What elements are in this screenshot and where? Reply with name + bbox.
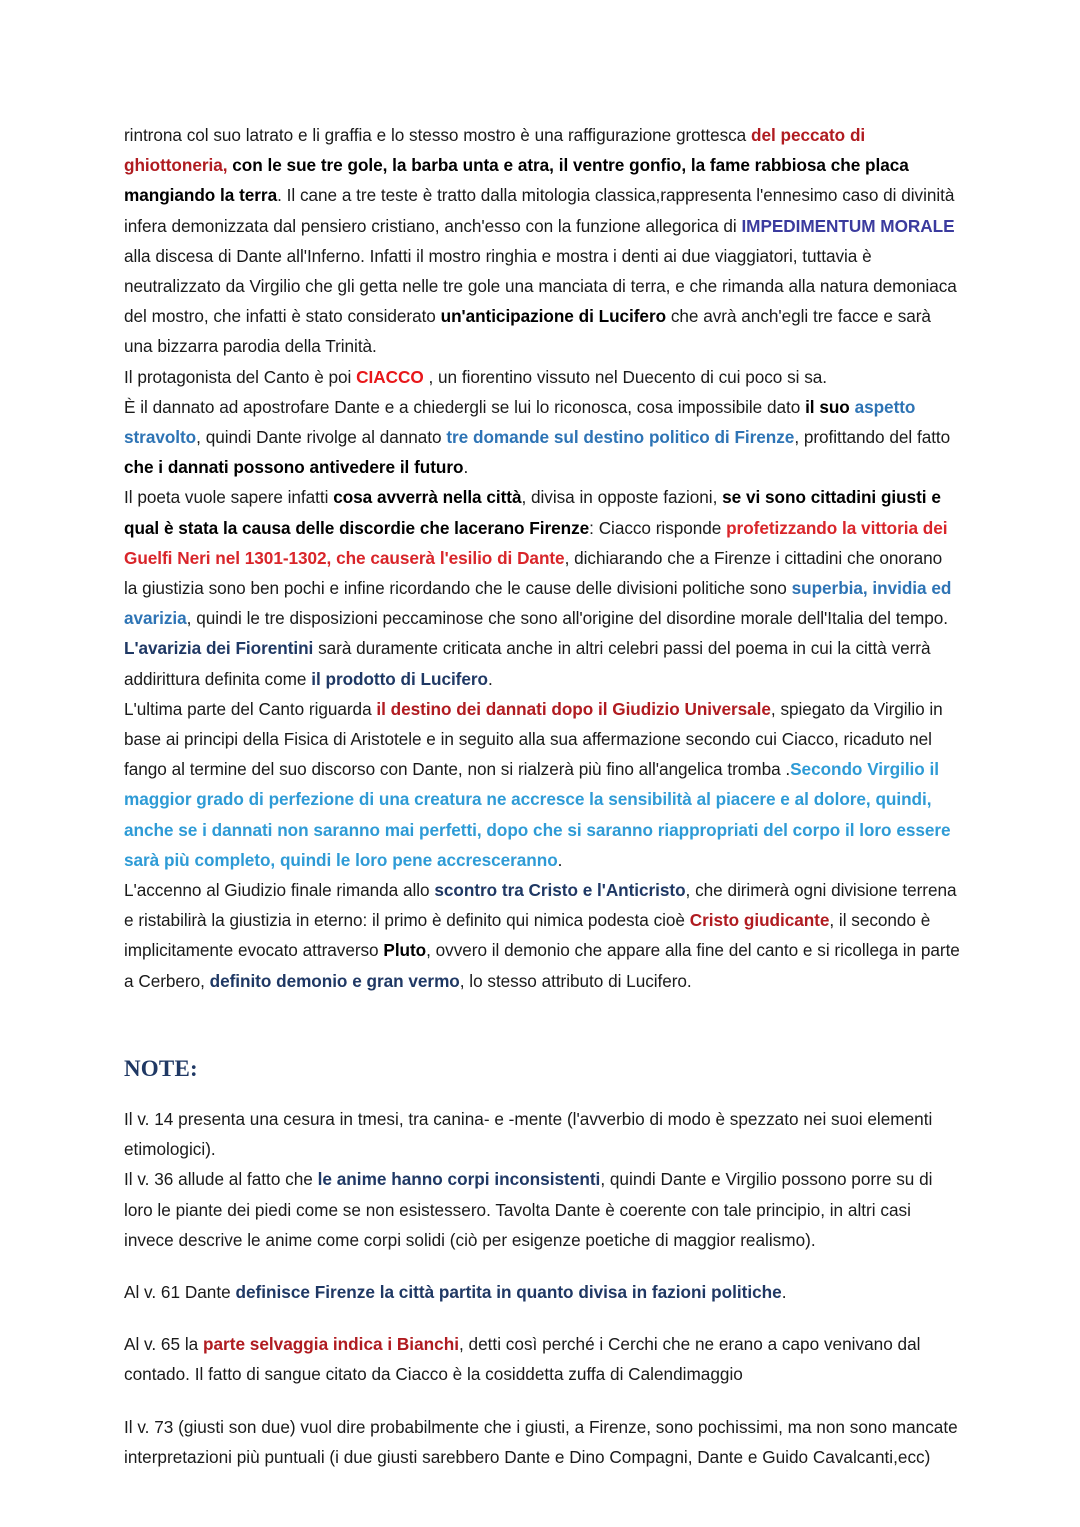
body-text-run-3: con le sue tre gole, la barba unta e atra, il ventre gonfio, la fame rabbiosa che placa mangiando la terra	[124, 155, 909, 206]
body-text-run-32: , quindi le tre disposizioni peccaminose che sono all'origine del disordine morale dell'Italia del tempo.	[186, 608, 948, 629]
note-paragraph	[124, 1277, 960, 1307]
body-text-run-25: cosa avverrà nella città	[333, 487, 522, 508]
body-text-run-34: L'avarizia dei Fiorentini	[124, 638, 314, 659]
note-paragraph	[124, 1104, 960, 1164]
body-text-run-40: il destino dei dannati dopo il Giudizio Universale	[376, 698, 771, 719]
body-text-run-6: alla discesa di Dante all'Inferno. Infatti il mostro ringhia e mostra i denti ai due viaggiatori, tuttavia è neutralizzato da Virgilio che gli getta nelle tre gole una manciata di terra, e che rimanda alla natura demoniaca del mostro, che infatti è stato considerato	[124, 245, 957, 327]
main-body-text	[124, 120, 960, 996]
note-list	[124, 1104, 960, 1472]
note-4-run-0: Il v. 73 (giusti son due) vuol dire probabilmente che i giusti, a Firenze, sono pochissimi, ma non sono mancate interpretazioni più puntuali (i due giusti sarebbero Dante e Dino Compagni, Dante e Guido Cavalcanti,ecc)	[124, 1416, 958, 1467]
body-text-run-52: definito demonio e gran vermo	[209, 970, 460, 991]
body-text-run-8: che avrà anch'egli tre facce e sarà una bizzarra parodia della Trinità.	[124, 306, 931, 357]
body-text-run-41: , spiegato da Virgilio in base ai principi della Fisica di Aristotele e in seguito alla sua affermazione secondo cui Ciacco, ricaduto nel fango al termine del suo discorso con Dante, non si rialzerà più fino all'angelica tromba .	[124, 698, 943, 780]
body-text-run-21: che i dannati possono antivedere il futuro	[124, 457, 464, 478]
body-text-run-4: . Il cane a tre teste è tratto dalla mitologia classica,rappresenta l'ennesimo caso di divinità infera demonizzata dal pensiero cristiano, anch'esso con la funzione allegorica di	[124, 185, 955, 236]
body-text-run-36: il prodotto di Lucifero	[311, 668, 488, 689]
note-paragraph	[124, 1412, 960, 1472]
body-text-run-11: CIACCO	[356, 366, 424, 387]
body-text-run-27: se vi sono cittadini giusti e qual è stata la causa delle discordie che lacerano Firenze	[124, 487, 941, 538]
body-text-run-47: , che dirimerà ogni divisione terrena e ristabilirà la giustizia in eterno: il primo è definito qui nimica podesta cioè	[124, 880, 957, 931]
body-text-run-5: IMPEDIMENTUM MORALE	[741, 215, 955, 236]
note-3-run-0: Al v. 65 la	[124, 1334, 203, 1355]
body-text-run-1: del peccato di ghiottoneria,	[124, 125, 866, 176]
note-2-run-0: Al v. 61 Dante	[124, 1281, 236, 1302]
body-text-run-42: Secondo Virgilio il maggior grado di perfezione di una creatura ne accresce la sensibilità al piacere e al dolore, quindi, anche se i dannati non saranno mai perfetti, dopo che si saranno riappropriati del corpo il loro essere sarà più completo, quindi le loro pene accresceranno	[124, 759, 951, 870]
body-text-run-10: Il protagonista del Canto è poi	[124, 366, 357, 387]
body-text-run-46: scontro tra Cristo e l'Anticristo	[434, 880, 686, 901]
body-text-run-30: , dichiarando che a Firenze i cittadini che onorano la giustizia sono ben pochi e infine ricordando che le cause delle divisioni politiche sono	[124, 547, 943, 599]
body-text-run-20: , profittando del fatto	[794, 427, 951, 448]
note-1-run-2: , quindi Dante e Virgilio possono porre su di loro le piante dei piedi come se non esistessero. Tavolta Dante è coerente con tale principio, in altri casi invece descrive le anime come corpi solidi (ciò per esigenze poetiche di maggior realismo).	[124, 1169, 933, 1250]
note-1-run-1: le anime hanno corpi inconsistenti	[317, 1169, 601, 1190]
body-text-run-35: sarà duramente criticata anche in altri celebri passi del poema in cui la città verrà addirittura definita come	[124, 638, 931, 689]
body-text-run-26: , divisa in opposte fazioni,	[521, 487, 723, 508]
body-text-run-0: rintrona col suo latrato e li graffia e lo stesso mostro è una raffigurazione grottesca	[124, 125, 752, 145]
body-text-run-18: , quindi Dante rivolge al dannato	[196, 427, 447, 448]
body-text-run-45: L'accenno al Giudizio finale rimanda allo	[124, 880, 435, 901]
note-0-run-0: Il v. 14 presenta una cesura in tmesi, tra canina- e -mente (l'avverbio di modo è spezzato nei suoi elementi etimologici).	[124, 1108, 933, 1160]
note-2-run-2: .	[781, 1281, 787, 1302]
note-1-run-0: Il v. 36 allude al fatto che	[124, 1169, 318, 1190]
body-text-run-50: Pluto	[383, 940, 427, 961]
body-text-run-37: .	[487, 668, 493, 689]
body-text-run-14: È il dannato ad apostrofare Dante e a chiedergli se lui lo riconosca, cosa impossibile dato	[124, 396, 806, 417]
body-text-run-43: .	[557, 849, 563, 870]
body-text-run-39: L'ultima parte del Canto riguarda	[124, 698, 377, 719]
body-text-run-12: , un fiorentino vissuto nel Duecento di cui poco si sa.	[423, 366, 828, 387]
body-text-run-29: profetizzando la vittoria dei Guelfi Neri nel 1301-1302, che causerà l'esilio di Dante	[124, 517, 948, 568]
note-section-heading: NOTE:	[124, 1055, 198, 1081]
body-text-run-7: un'anticipazione di Lucifero	[440, 306, 667, 327]
note-3-run-2: , detti così perché i Cerchi che ne erano a capo venivano dal contado. Il fatto di sangue citato da Ciacco è la cosiddetta zuffa di Calendimaggio	[124, 1334, 921, 1385]
note-2-run-1: definisce Firenze la città partita in quanto divisa in fazioni politiche	[235, 1281, 782, 1302]
body-text-run-51: , ovvero il demonio che appare alla fine del canto e si ricollega in parte a Cerbero,	[124, 940, 960, 991]
body-text-run-24: Il poeta vuole sapere infatti	[124, 487, 334, 508]
body-text-run-48: Cristo giudicante	[689, 910, 830, 931]
note-3-run-1: parte selvaggia indica i Bianchi	[202, 1334, 459, 1355]
body-text-run-19: tre domande sul destino politico di Firenze	[446, 427, 795, 448]
body-text-run-22: .	[463, 457, 469, 478]
body-text-run-28: : Ciacco risponde	[589, 517, 727, 538]
body-text-run-49: , il secondo è implicitamente evocato attraverso	[124, 910, 931, 961]
note-paragraph	[124, 1164, 960, 1255]
note-paragraph	[124, 1329, 960, 1389]
body-text-run-53: , lo stesso attributo di Lucifero.	[459, 970, 692, 991]
body-text-run-15: il suo	[805, 396, 850, 417]
body-text-run-31: superbia, invidia ed avarizia	[124, 578, 952, 629]
body-text-run-17: aspetto stravolto	[124, 396, 916, 448]
